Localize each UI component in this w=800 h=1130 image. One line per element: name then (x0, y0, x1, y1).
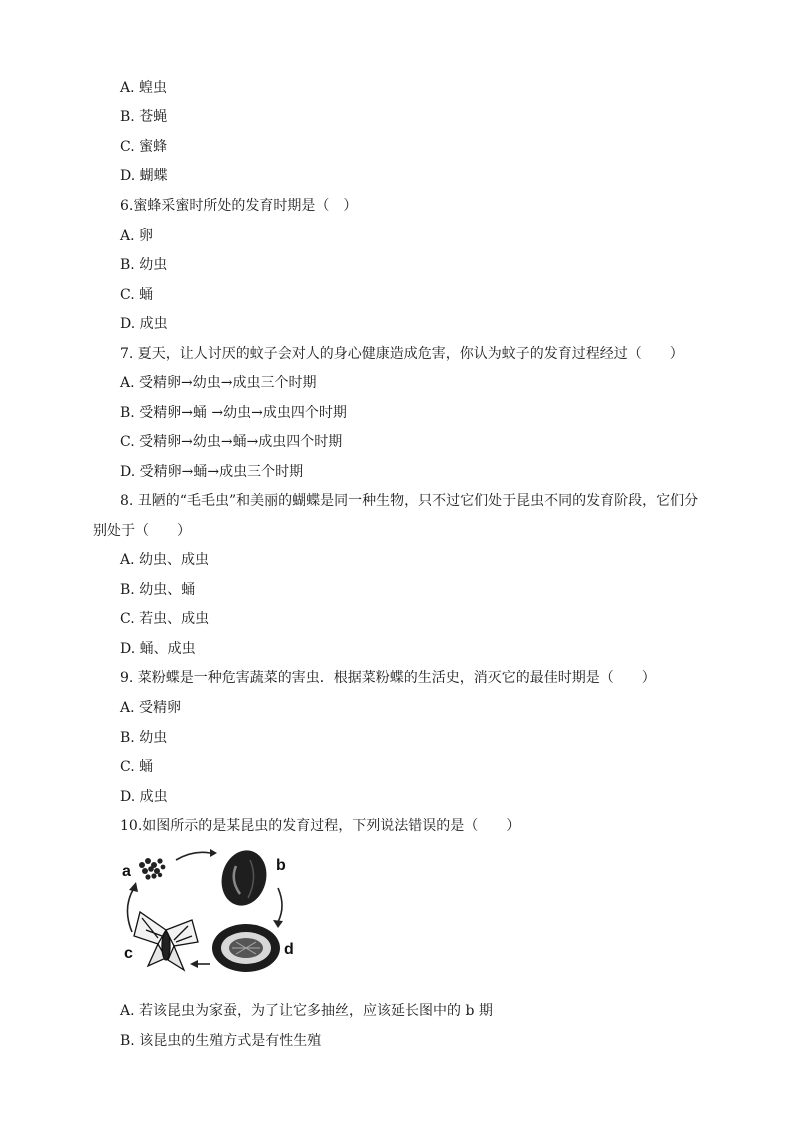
option-a-locust: A. 蝗虫 (120, 80, 168, 96)
option-c-bee: C. 蜜蜂 (120, 139, 168, 155)
question-10: 10.如图所示的是某昆虫的发育过程，下列说法错误的是（ ） (120, 818, 521, 834)
q6-option-c: C. 蛹 (120, 287, 154, 303)
arrow-b-to-d (278, 888, 282, 922)
q10-option-b: B. 该昆虫的生殖方式是有性生殖 (120, 1033, 322, 1049)
q9-option-a: A. 受精卵 (120, 700, 182, 716)
question-8-continued: 别处于（ ） (93, 523, 191, 539)
q7-option-c: C. 受精卵→幼虫→蛹→成虫四个时期 (120, 434, 343, 450)
label-a: a (122, 863, 131, 880)
label-d: d (284, 941, 294, 958)
label-b: b (276, 857, 286, 874)
q8-option-d: D. 蛹、成虫 (120, 641, 196, 657)
q7-option-b: B. 受精卵→蛹 →幼虫→成虫四个时期 (120, 405, 347, 421)
q8-option-b: B. 幼虫、蛹 (120, 582, 196, 598)
question-7: 7. 夏天，让人讨厌的蚊子会对人的身心健康造成危害，你认为蚊子的发育过程经过（ ） (120, 346, 684, 362)
cocoon-illustration (212, 924, 280, 972)
larva-illustration (216, 848, 273, 911)
arrow-c-to-a (127, 888, 134, 932)
insect-life-cycle-figure (118, 848, 302, 982)
question-8: 8. 丑陋的“毛毛虫”和美丽的蝴蝶是同一种生物，只不过它们处于昆虫不同的发育阶段，它们分 (120, 493, 699, 509)
q8-option-a: A. 幼虫、成虫 (120, 552, 210, 568)
q7-option-d: D. 受精卵→蛹→成虫三个时期 (120, 464, 304, 480)
q6-option-b: B. 幼虫 (120, 257, 168, 273)
q6-option-d: D. 成虫 (120, 316, 168, 332)
option-b-fly: B. 苍蝇 (120, 109, 168, 125)
question-9: 9. 菜粉蝶是一种危害蔬菜的害虫．根据菜粉蝶的生活史，消灭它的最佳时期是（ ） (120, 670, 656, 686)
q10-option-a: A. 若该昆虫为家蚕，为了让它多抽丝，应该延长图中的 b 期 (120, 1003, 493, 1019)
q9-option-b: B. 幼虫 (120, 730, 168, 746)
arrow-a-to-b (176, 852, 210, 860)
q8-option-c: C. 若虫、成虫 (120, 611, 210, 627)
question-6: 6.蜜蜂采蜜时所处的发育时期是（ ） (120, 198, 358, 214)
q6-option-a: A. 卵 (120, 228, 154, 244)
moth-illustration (134, 912, 198, 970)
option-d-butterfly: D. 蝴蝶 (120, 168, 168, 184)
q9-option-c: C. 蛹 (120, 759, 154, 775)
label-c: c (124, 945, 133, 962)
q7-option-a: A. 受精卵→幼虫→成虫三个时期 (120, 375, 317, 391)
q9-option-d: D. 成虫 (120, 789, 168, 805)
eggs-illustration (139, 858, 165, 880)
